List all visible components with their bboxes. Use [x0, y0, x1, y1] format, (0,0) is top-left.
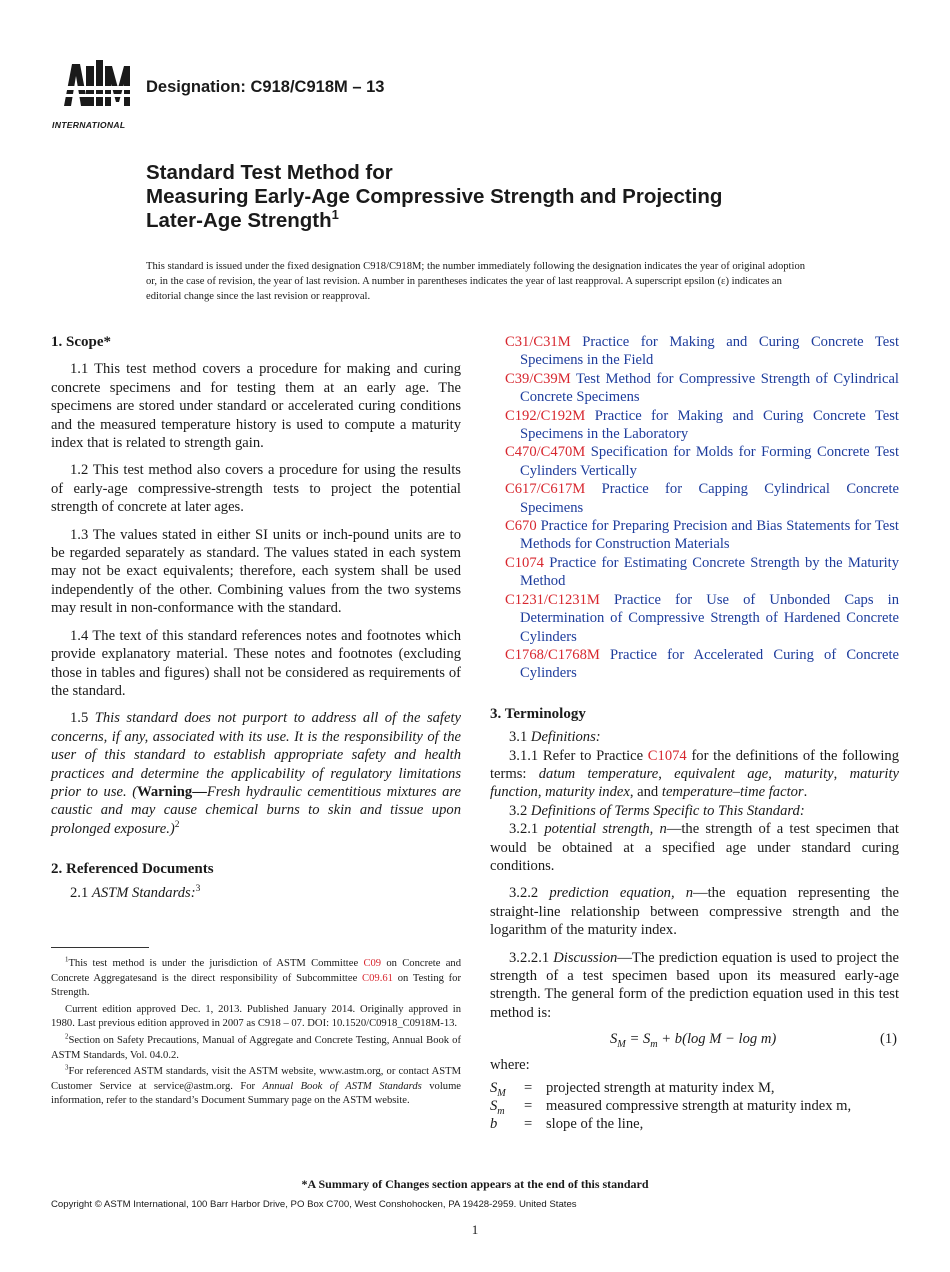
variable-symbol-letter: S — [490, 1098, 498, 1115]
footnote-3 — [51, 1065, 461, 1109]
right-column — [490, 333, 899, 1134]
summary-of-changes-note: *A Summary of Changes section appears at the end of this standard — [301, 1177, 649, 1191]
equation-rhs-1-sub: m — [650, 1039, 658, 1051]
warning-label: Warning— — [137, 783, 207, 800]
footnote-2-marker: 2 — [65, 1033, 69, 1041]
equation-lhs-sub: M — [617, 1039, 626, 1051]
variable-symbol-letter: S — [490, 1079, 498, 1096]
footnote-1-approval: Current edition approved Dec. 1, 2013. Published January 2014. Originally approved in 1980. Last previous edition approved in 2007 as C918 – 07. DOI: 10.1520/C0918_C0918M-13. — [51, 1003, 461, 1030]
designation — [146, 78, 384, 97]
standard-title-link[interactable]: Specification for Molds for Forming Concrete Test Cylinders Vertically — [520, 444, 899, 479]
paragraph-3-1-1: 3.1.1 Refer to Practice C1074 for the definitions of the following terms: datum temperature, equivalent age, maturity, maturity function, maturity index, and temperature–time factor. — [490, 747, 900, 801]
paragraph-3-1-1-text-b: for the definitions of the following terms: — [490, 747, 899, 782]
title-line-2: Measuring Early-Age Compressive Strength and Projecting — [146, 185, 723, 208]
copyright: Copyright © ASTM International, 100 Barr Harbor Drive, PO Box C700, West Conshohocken, PA 19428-2959. United States — [51, 1199, 577, 1210]
standard-code-link[interactable]: C670 — [505, 518, 537, 535]
footnotes — [51, 957, 461, 1111]
page-title — [146, 161, 722, 233]
footnote-3-italic: Annual Book of ASTM Standards — [262, 1080, 422, 1092]
referenced-standard-item[interactable] — [490, 407, 899, 444]
prediction-equation-definition: —the equation representing the straight-line relationship between compressive strength and the logarithm of the maturity index. — [490, 885, 899, 939]
designation-label: Designation: — [146, 78, 246, 96]
referenced-standard-item[interactable] — [490, 480, 899, 517]
paragraph-3-2-number: 3.2 — [509, 802, 528, 819]
term-temperature-time-factor: temperature–time factor — [661, 784, 804, 801]
footnote-1-text-a: This test method is under the jurisdiction of ASTM Committee — [68, 958, 359, 969]
equation-body — [610, 1030, 777, 1051]
paragraph-1-3: 1.3 The values stated in either SI units or inch-pound units are to be regarded separately as standard. The values stated in each system may not be exact equivalents; therefore, each system shall be used independently of the other. Combining values from the two systems may result in non-conformance with the standard. — [51, 526, 461, 617]
practice-c1074-link[interactable]: C1074 — [647, 747, 687, 764]
paragraph-3-2-2-1 — [490, 949, 899, 1023]
footnote-ref-2: 2 — [174, 819, 180, 830]
title-line-3: Later-Age Strength — [146, 209, 332, 232]
standard-title-link[interactable]: Practice for Accelerated Curing of Concrete Cylinders — [520, 646, 899, 682]
title-footnote-ref: 1 — [331, 207, 339, 223]
variable-description: slope of the line, — [546, 1116, 644, 1133]
footnote-3-marker: 3 — [65, 1064, 69, 1072]
warning-text: Fresh hydraulic cementitious mixtures are caustic and may cause chemical burns to skin and tissue upon prolonged exposure.) — [51, 783, 461, 837]
variable-row — [490, 1115, 899, 1133]
paragraph-1-4: 1.4 The text of this standard references notes and footnotes which provide explanatory material. These notes and footnotes (excluding those in tables and figures) shall not be considered as requirements of the standard. — [51, 627, 461, 699]
standard-code-link[interactable]: C192/C192M — [505, 407, 586, 424]
referenced-standard-item[interactable] — [490, 554, 899, 591]
section-heading-terminology: 3. Terminology — [490, 705, 586, 722]
paragraph-1-1: 1.1 This test method covers a procedure for making and curing concrete specimens and for testing them at an early age. The specimens are stored under standard or accelerated curing conditions and the measured temperature history is used to compute a maturity index that is related to strength gain. — [51, 361, 461, 452]
prediction-equation — [490, 1028, 899, 1052]
footnote-ref-3: 3 — [195, 883, 201, 894]
and-connector: , and — [629, 784, 659, 801]
variable-equals: = — [524, 1116, 533, 1133]
variable-symbol — [490, 1079, 524, 1097]
discussion-label: Discussion — [553, 949, 618, 966]
logo-caption: INTERNATIONAL — [52, 120, 126, 130]
equation-lhs: S — [610, 1031, 618, 1048]
referenced-standard-item[interactable] — [490, 443, 899, 480]
referenced-standard-item[interactable] — [490, 333, 899, 370]
variable-description: projected strength at maturity index M, — [546, 1079, 775, 1096]
footnote-1-text-c: on Testing for Strength. — [51, 972, 462, 999]
astm-standards-label: ASTM Standards: — [91, 884, 196, 901]
section-heading-scope: 1. Scope* — [51, 334, 111, 350]
page-number: 1 — [471, 1222, 479, 1237]
equation-rhs-2: + b(log M − log m) — [657, 1031, 777, 1048]
footnote-3-text-a: For referenced ASTM standards, visit the ASTM website, www.astm.org, or contact ASTM Customer Service at service@astm.org. For — [51, 1066, 461, 1092]
variable-equals: = — [524, 1079, 533, 1096]
referenced-standard-item[interactable] — [490, 370, 899, 407]
paragraph-2-1-number: 2.1 — [70, 884, 89, 901]
discussion-text: —The prediction equation is used to project the strength of a test specimen based upon its measured early-age strength. The general form of the prediction equation used in this test method is: — [490, 949, 900, 1021]
variable-symbol — [490, 1097, 524, 1115]
term-datum-temperature: datum temperature — [538, 765, 659, 782]
variable-equals: = — [524, 1098, 533, 1115]
variable-symbol-subscript: M — [497, 1087, 506, 1099]
standard-code-link[interactable]: C1074 — [505, 554, 544, 571]
standard-code-link[interactable]: C1231/C1231M — [505, 591, 600, 608]
term-maturity-index: maturity index — [545, 784, 630, 801]
section-heading-referenced-documents: 2. Referenced Documents — [51, 861, 214, 878]
standard-title-link[interactable]: Practice for Use of Unbonded Caps in Determination of Compressive Strength of Hardened Concrete Cylinders — [520, 591, 899, 645]
title-line-1: Standard Test Method for — [146, 161, 393, 184]
issuance-notice: This standard is issued under the fixed designation C918/C918M; the number immediately following the designation indicates the year of original adoption or, in the case of revision, the year of last revision. A number in parentheses indicates the year of last reapproval. A superscript epsilon (ε) indicates an editorial change since the last revision or reapproval. — [146, 261, 806, 302]
potential-strength-definition: —the strength of a test specimen that would be obtained at a specified age under standard curing conditions. — [490, 821, 899, 874]
paragraph-1-5 — [51, 709, 461, 838]
paragraph-1-5-number: 1.5 — [70, 710, 89, 727]
variable-definitions — [490, 1079, 899, 1134]
designation-code: C918/C918M – 13 — [250, 78, 385, 96]
variable-symbol-subscript: m — [497, 1105, 505, 1117]
standard-code-link[interactable]: C31/C31M — [505, 334, 571, 350]
footnote-divider — [51, 947, 149, 948]
standard-code-link[interactable]: C470/C470M — [505, 444, 586, 461]
footnote-3-text-b: volume information, refer to the standard’s Document Summary page on the ASTM website. — [51, 1080, 462, 1107]
referenced-standard-item[interactable] — [490, 517, 899, 554]
paragraph-3-2-2-1-number: 3.2.2.1 — [509, 949, 550, 966]
astm-logo — [50, 58, 136, 134]
term-prediction-equation: prediction equation, n — [549, 885, 694, 902]
footnote-1 — [51, 957, 461, 1001]
paragraph-3-2-1 — [490, 820, 899, 875]
paragraph-1-2: 1.2 This test method also covers a procedure for using the results of early-age compressive-strength tests to project the potential strength of concrete at later ages. — [51, 462, 461, 516]
footnote-1-text-b: on Concrete and Concrete Aggregatesand is the direct responsibility of Subcommittee — [51, 958, 462, 984]
equation-rhs-1: = S — [625, 1031, 651, 1048]
standard-code-link[interactable]: C39/C39M — [505, 370, 571, 387]
term-maturity: maturity — [784, 765, 834, 782]
referenced-standard-item[interactable] — [490, 646, 899, 683]
standard-title-link[interactable]: Practice for Estimating Concrete Strength by the Maturity Method — [520, 554, 899, 590]
where-label: where: — [490, 1057, 530, 1074]
standard-code-link[interactable]: C1768/C1768M — [505, 646, 600, 663]
variable-row — [490, 1079, 899, 1097]
paragraph-3-1-1-text-a: 3.1.1 Refer to Practice — [509, 747, 644, 764]
term-maturity-function: maturity function — [490, 765, 900, 801]
paragraph-3-2-2 — [490, 884, 899, 939]
paragraph-3-1-number: 3.1 — [509, 729, 528, 746]
paragraph-3-2-1-number: 3.2.1 — [509, 821, 539, 838]
paragraph-3-1 — [490, 728, 899, 746]
paragraph-3-2 — [490, 802, 899, 820]
term-equivalent-age: equivalent age — [674, 765, 769, 782]
equation-number: (1) — [879, 1031, 897, 1048]
paragraph-2-1 — [51, 884, 461, 902]
standard-title-link[interactable]: Practice for Making and Curing Concrete Test Specimens in the Field — [520, 334, 899, 369]
variable-symbol-letter: b — [490, 1116, 498, 1133]
left-column — [51, 333, 461, 902]
standard-code-link[interactable]: C617/C617M — [505, 481, 586, 498]
safety-statement: This standard does not purport to address all of the safety concerns, if any, associated with its use. It is the responsibility of the user of this standard to establish appropriate safety and health practices and determine the applicability of regulatory limitations prior to use. ( — [51, 710, 461, 800]
referenced-standard-item[interactable] — [490, 591, 899, 646]
footnote-2-text: Section on Safety Precautions, Manual of Aggregate and Concrete Testing, Annual Book of ASTM Standards, Vol. 04.0.2. — [51, 1034, 461, 1061]
subcommittee-c09-61-link[interactable]: C09.61 — [362, 972, 393, 984]
standard-title-link[interactable]: Practice for Capping Cylindrical Concrete Specimens — [520, 481, 899, 516]
specific-definitions-label: Definitions of Terms Specific to This Standard: — [530, 802, 805, 819]
variable-row — [490, 1097, 899, 1115]
definitions-label: Definitions: — [530, 729, 601, 746]
variable-description: measured compressive strength at maturity index m, — [546, 1098, 852, 1115]
footnote-2 — [51, 1034, 461, 1063]
referenced-standards-list — [490, 333, 899, 683]
standard-title-link[interactable]: Practice for Preparing Precision and Bias Statements for Test Methods for Construction Materials — [520, 518, 899, 553]
term-potential-strength: potential strength, n — [544, 821, 667, 838]
committee-c09-link[interactable]: C09 — [363, 958, 382, 969]
standard-title-link[interactable]: Test Method for Compressive Strength of Cylindrical Concrete Specimens — [520, 370, 899, 406]
paragraph-3-2-2-number: 3.2.2 — [509, 885, 539, 902]
standard-title-link[interactable]: Practice for Making and Curing Concrete Test Specimens in the Laboratory — [520, 407, 899, 443]
footnote-1-marker: 1 — [65, 956, 69, 964]
variable-symbol — [490, 1115, 524, 1133]
